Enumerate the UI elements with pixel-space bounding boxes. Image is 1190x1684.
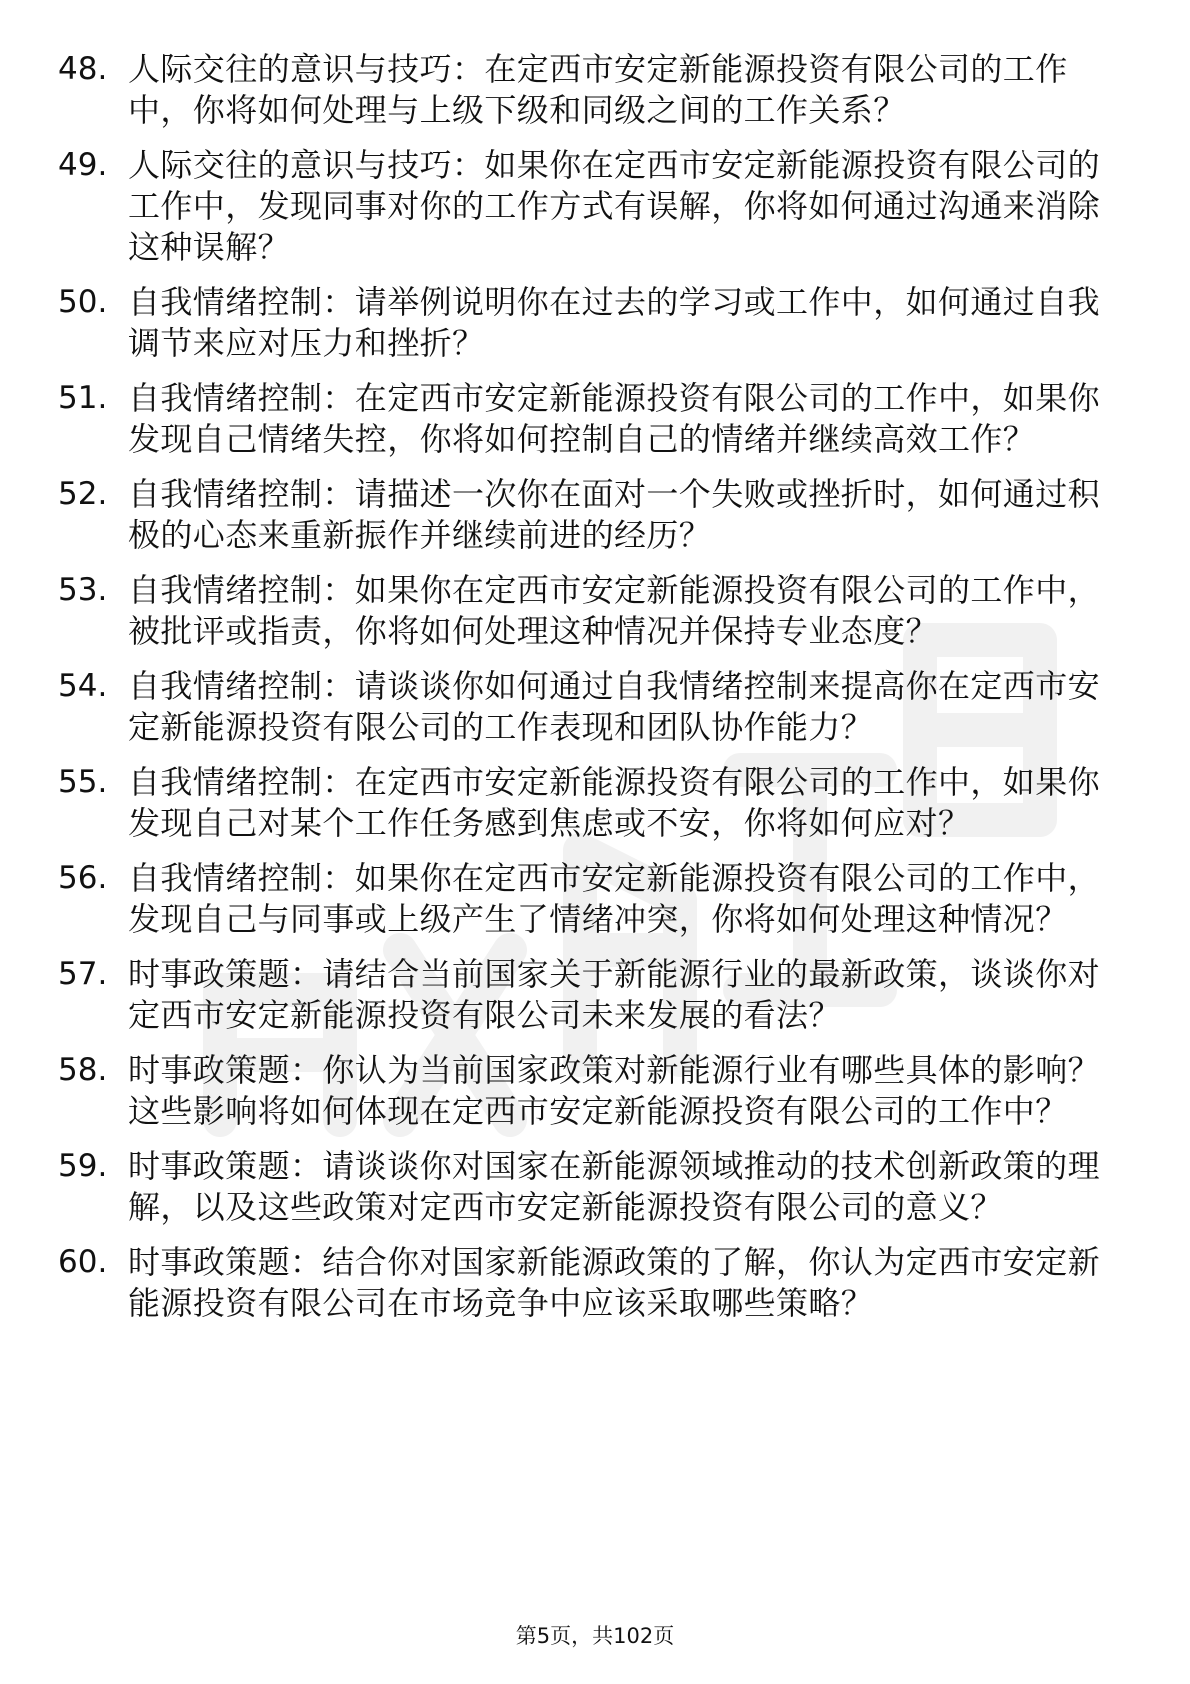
- question-number: 58.: [58, 1052, 108, 1088]
- question-item-54: [56, 666, 1116, 748]
- question-text: 自我情绪控制：请谈谈你如何通过自我情绪控制来提高你在定西市安定新能源投资有限公司的工作表现和团队协作能力？: [128, 667, 1101, 746]
- question-text: 自我情绪控制：如果你在定西市安定新能源投资有限公司的工作中，被批评或指责，你将如何处理这种情况并保持专业态度？: [128, 571, 1101, 650]
- question-item-56: [56, 858, 1116, 940]
- question-text: 时事政策题：请谈谈你对国家在新能源领域推动的技术创新政策的理解，以及这些政策对定西市安定新能源投资有限公司的意义？: [128, 1147, 1101, 1226]
- question-text: 自我情绪控制：在定西市安定新能源投资有限公司的工作中，如果你发现自己情绪失控，你将如何控制自己的情绪并继续高效工作？: [128, 379, 1101, 458]
- question-number: 51.: [58, 380, 108, 416]
- question-text: 自我情绪控制：请描述一次你在面对一个失败或挫折时，如何通过积极的心态来重新振作并继续前进的经历？: [128, 475, 1101, 554]
- question-item-58: [56, 1050, 1116, 1132]
- question-number: 54.: [58, 668, 108, 704]
- question-text: 自我情绪控制：如果你在定西市安定新能源投资有限公司的工作中，发现自己与同事或上级产生了情绪冲突，你将如何处理这种情况？: [128, 859, 1101, 938]
- question-number: 50.: [58, 284, 108, 320]
- question-item-48: [56, 49, 1116, 131]
- question-text: 时事政策题：你认为当前国家政策对新能源行业有哪些具体的影响？这些影响将如何体现在定西市安定新能源投资有限公司的工作中？: [128, 1051, 1101, 1130]
- question-item-60: [56, 1242, 1116, 1324]
- question-text: 人际交往的意识与技巧：如果你在定西市安定新能源投资有限公司的工作中，发现同事对你的工作方式有误解，你将如何通过沟通来消除这种误解？: [128, 146, 1101, 266]
- question-text: 自我情绪控制：请举例说明你在过去的学习或工作中，如何通过自我调节来应对压力和挫折？: [128, 283, 1101, 362]
- question-number: 53.: [58, 572, 108, 608]
- question-number: 60.: [58, 1244, 108, 1280]
- question-number: 56.: [58, 860, 108, 896]
- question-number: 52.: [58, 476, 108, 512]
- question-item-52: [56, 474, 1116, 556]
- question-text: 时事政策题：请结合当前国家关于新能源行业的最新政策，谈谈你对定西市安定新能源投资有限公司未来发展的看法？: [128, 955, 1101, 1034]
- question-item-59: [56, 1146, 1116, 1228]
- question-number: 55.: [58, 764, 108, 800]
- question-item-51: [56, 378, 1116, 460]
- question-text: 时事政策题：结合你对国家新能源政策的了解，你认为定西市安定新能源投资有限公司在市场竞争中应该采取哪些策略？: [128, 1243, 1101, 1322]
- question-list: [56, 49, 1116, 1338]
- question-item-57: [56, 954, 1116, 1036]
- question-item-53: [56, 570, 1116, 652]
- question-item-55: [56, 762, 1116, 844]
- question-text: 人际交往的意识与技巧：在定西市安定新能源投资有限公司的工作中，你将如何处理与上级下级和同级之间的工作关系？: [128, 50, 1068, 129]
- question-number: 48.: [58, 51, 108, 87]
- question-number: 57.: [58, 956, 108, 992]
- question-item-50: [56, 282, 1116, 364]
- question-number: 49.: [58, 147, 108, 183]
- page-footer: 第5页，共102页: [515, 1624, 675, 1648]
- question-number: 59.: [58, 1148, 108, 1184]
- question-item-49: [56, 145, 1116, 268]
- question-text: 自我情绪控制：在定西市安定新能源投资有限公司的工作中，如果你发现自己对某个工作任务感到焦虑或不安，你将如何应对？: [128, 763, 1101, 842]
